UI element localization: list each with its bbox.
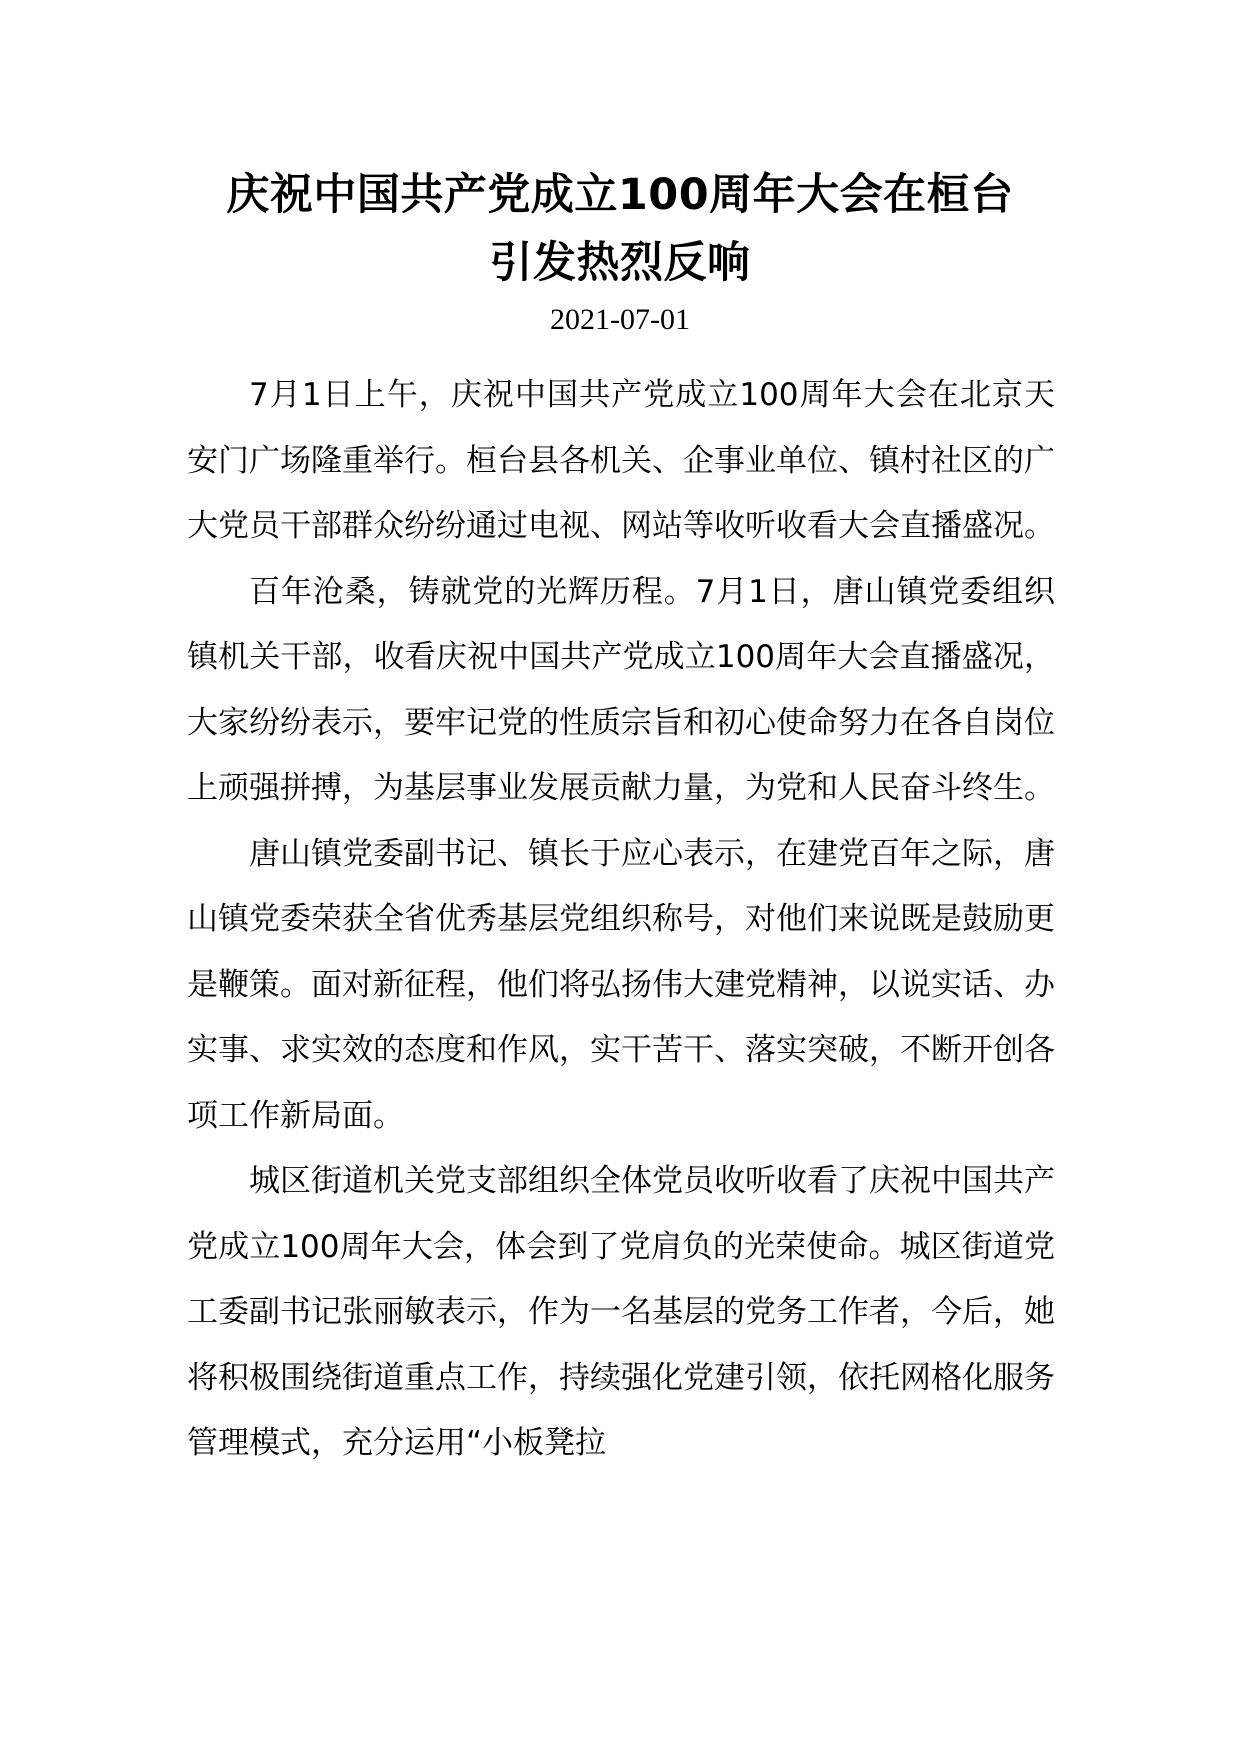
article-body [187, 363, 1055, 1477]
article-paragraph-4: 城区街道机关党支部组织全体党员收听收看了庆祝中国共产党成立100周年大会，体会到了党肩负的光荣使命。城区街道党工委副书记张丽敏表示，作为一名基层的党务工作者，今后，她将积极围绕街道重点工作，持续强化党建引领，依托网格化服务管理模式，充分运用“小板凳拉 [187, 1163, 1055, 1461]
article-paragraph-2: 百年沧桑，铸就党的光辉历程。7月1日，唐山镇党委组织镇机关干部，收看庆祝中国共产党成立100周年大会直播盛况，大家纷纷表示，要牢记党的性质宗旨和初心使命努力在各自岗位上顽强拼搏，为基层事业发展贡献力量，为党和人民奋斗终生。 [187, 573, 1055, 806]
publish-date: 2021-07-01 [550, 303, 690, 336]
article-paragraph-1: 7月1日上午，庆祝中国共产党成立100周年大会在北京天安门广场隆重举行。桓台县各机关、企事业单位、镇村社区的广大党员干部群众纷纷通过电视、网站等收听收看大会直播盛况。 [187, 377, 1055, 544]
document-title-line-1: 庆祝中国共产党成立100周年大会在桓台 [226, 170, 1014, 220]
document-title-line-2: 引发热烈反响 [489, 238, 751, 288]
article-paragraph-3: 唐山镇党委副书记、镇长于应心表示，在建党百年之际，唐山镇党委荣获全省优秀基层党组织称号，对他们来说既是鼓励更是鞭策。面对新征程，他们将弘扬伟大建党精神，以说实话、办实事、求实效的态度和作风，实干苦干、落实突破，不断开创各项工作新局面。 [187, 835, 1055, 1134]
